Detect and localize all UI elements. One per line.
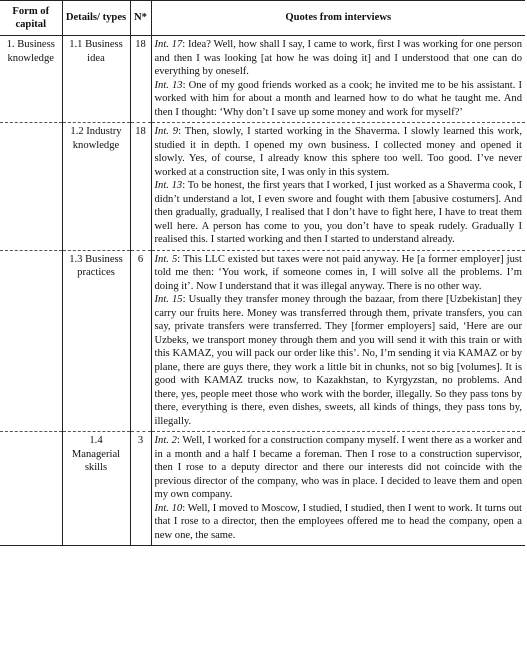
quotes-cell: [151, 123, 525, 251]
header-n: N*: [130, 1, 151, 36]
quote-text: : Then, slowly, I started working in the Shaverma. I slowly learned this work, studied it in depth. I opened my own business. I collected money and opened it slowly. Yes, of course, I already know this sphere too well. Too good. I’ve never worked at a construction site, I was only in this system.: [154, 126, 522, 178]
interview-id: Int. 17: [154, 39, 183, 50]
form-of-capital-cell: [0, 432, 62, 546]
form-of-capital-cell: [0, 123, 62, 251]
table-row: [0, 432, 525, 546]
quote-text: : Well, I moved to Moscow, I studied, I studied, then I went to work. It turns out that I rose to a director, then the employees offered me to head the company, open a new one, the same.: [154, 502, 522, 541]
header-quotes: Quotes from interviews: [151, 1, 525, 36]
count-cell: 6: [130, 250, 151, 432]
quotes-cell: [151, 250, 525, 432]
interview-id: Int. 5: [154, 253, 178, 265]
interview-quote: [155, 79, 523, 120]
quote-text: : Usually they transfer money through the bazaar, from there [Uzbekistan] they carry our fruits here. Money was transferred through them, private transfers, you can say, private transfers were transferred. They [former employers] said, ‘Here are our Uzbeks, we transport money through them and you will send it with this train or with this KAMAZ, you will pack our order like this’. No, I’m sending it via KAMAZ or by plane, there are guys there, they work a little bit in chunks, not so big [volumes]. It is good with KAMAZ trucks now, to Kazakhstan, to Kyrgyzstan, no problems. And there, yes, people meet those who work with the border, illegally. So they pass tons by there, everything is there, even dishes, sweets, all kinds of things, they pass tons by, illegally.: [154, 294, 522, 427]
header-row: [0, 1, 525, 36]
interview-id: Int. 13: [154, 79, 183, 91]
count-cell: 18: [130, 123, 151, 251]
quote-text: : This LLC existed but taxes were not paid anyway. He [a former employer] just told me then: ‘You work, if someone comes in, I will solve all the problems. I’m doing it’. Now I understand that it was illegal anyway. There is no other way.: [154, 253, 522, 292]
interview-quote: [155, 253, 523, 294]
quote-text: : Idea? Well, how shall I say, I came to work, first I was working for one person and then I was looking [at how he was doing it] and I understood that one can do everything by oneself.: [154, 39, 522, 77]
detail-type-cell: 1.4 Managerial skills: [62, 432, 130, 546]
interview-id: Int. 13: [154, 180, 183, 191]
quotes-cell: [151, 432, 525, 546]
quote-text: : To be honest, the first years that I worked, I just worked as a Shaverma cook, I didn’t understand a lot, I even swore and fought with them [abusive costumers]. And then gradually, gradually, I realised that I don’t have to fight here, I have to treat them well here. A person has come to you, you don’t have to speak rudely. Gradually I realised this. I started working and then I started to understand already.: [154, 180, 522, 245]
interview-quote: [155, 38, 523, 79]
table-row: [0, 36, 525, 123]
interview-id: Int. 10: [154, 502, 183, 514]
count-cell: 18: [130, 36, 151, 123]
interview-id: Int. 9: [154, 126, 179, 137]
interview-quote: [155, 502, 523, 543]
detail-type-cell: 1.3 Business practices: [62, 250, 130, 432]
table-row: [0, 123, 525, 251]
form-of-capital-cell: 1. Business knowledge: [6, 39, 55, 64]
quote-text: : Well, I worked for a construction company myself. I went there as a worker and in a month and a half I became a foreman. Then I rose to a construction supervisor, then I rose to a deputy director and there our interests did not coincide with the previous director of the company, who was in place. I decided to leave them and open my own company.: [154, 435, 522, 500]
detail-type-cell: 1.2 Industry knowledge: [62, 123, 130, 251]
table-row: [0, 250, 525, 432]
header-details-types: Details/ types: [62, 1, 130, 36]
count-cell: 3: [130, 432, 151, 546]
quotes-cell: [151, 36, 525, 123]
interview-quote: [155, 179, 523, 247]
interview-quote: [155, 293, 523, 428]
detail-type-cell: 1.1 Business idea: [62, 36, 130, 123]
header-form-of-capital: Form of capital: [0, 1, 62, 36]
interview-quote: [155, 434, 523, 502]
form-of-capital-cell: [0, 250, 62, 432]
interview-quote: [155, 125, 523, 179]
interview-id: Int. 2: [154, 435, 177, 446]
interview-id: Int. 15: [154, 294, 183, 305]
quote-text: : One of my good friends worked as a cook; he invited me to be his assistant. I worked with him for about a month and learned how to do what he taught me. And then I thought: ‘Why don’t I save up some money and work for myself?’: [154, 79, 522, 118]
